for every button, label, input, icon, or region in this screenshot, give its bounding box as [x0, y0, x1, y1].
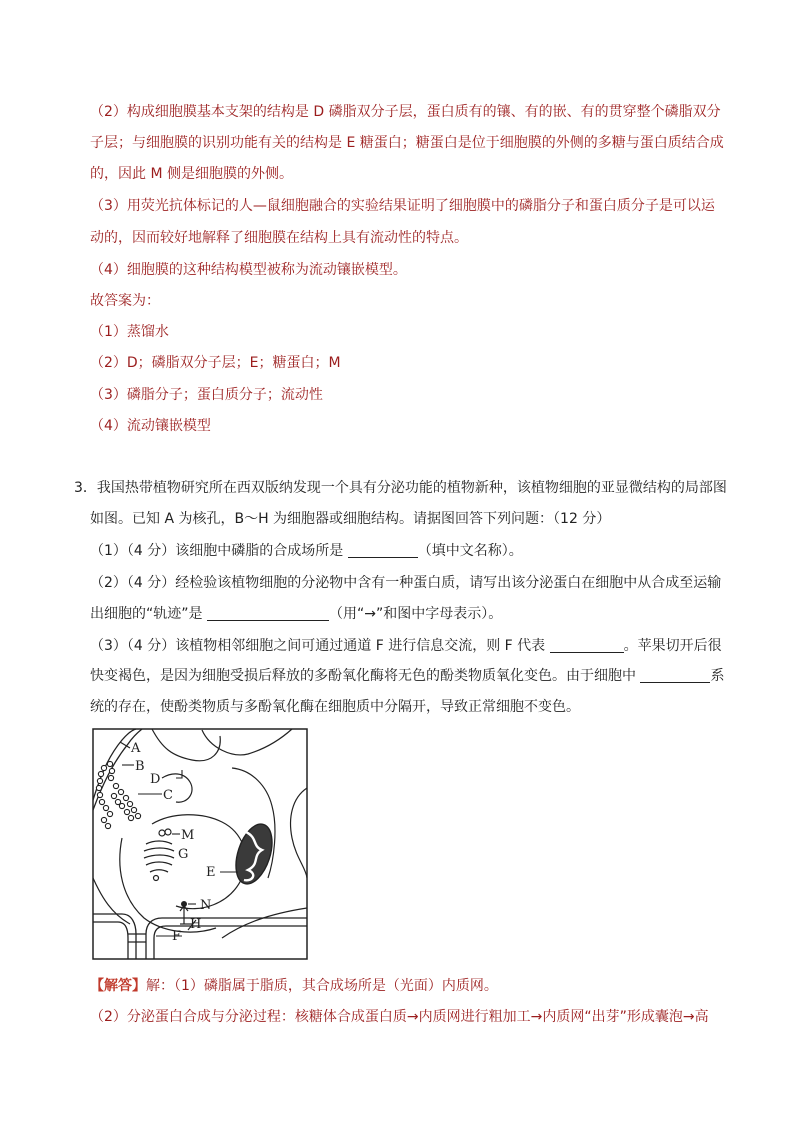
solution-line-1	[90, 976, 498, 996]
final-answer-1: （1）蒸馏水	[90, 324, 169, 340]
sub-3-text-b: 。苹果切开后很	[623, 638, 722, 654]
sub-3-text-d: 系	[710, 668, 725, 684]
question-3-sub-3-line-1	[90, 636, 722, 656]
label-c: C	[163, 788, 173, 803]
question-3-stem-line-1: 3．我国热带植物研究所在西双版纳发现一个具有分泌功能的植物新种，该植物细胞的亚显微结构的局部图	[74, 480, 727, 496]
answer-3-line-2: 动的，因而较好地解释了细胞膜在结构上具有流动性的特点。	[90, 230, 468, 246]
answer-3-line-1: （3）用荧光抗体标记的人—鼠细胞融合的实验结果证明了细胞膜中的磷脂分子和蛋白质分子是可以运	[90, 198, 715, 214]
solution-tag: 【解答】	[90, 978, 146, 994]
label-a: A	[131, 741, 141, 756]
answer-2-line-2: 子层；与细胞膜的识别功能有关的结构是 E 糖蛋白；糖蛋白是位于细胞膜的外侧的多糖与蛋白质结合成	[90, 135, 724, 151]
label-b: B	[135, 759, 145, 774]
sub-1-text-a: （1）（4 分）该细胞中磷脂的合成场所是	[90, 543, 348, 559]
question-3-sub-3-line-3: 统的存在，使酚类物质与多酚氧化酶在细胞质中分隔开，导致正常细胞不变色。	[90, 699, 580, 715]
final-answer-heading: 故答案为：	[90, 293, 160, 309]
label-m: M	[181, 828, 195, 843]
label-n: N	[200, 898, 212, 913]
answer-2-line-1: （2）构成细胞膜基本支架的结构是 D 磷脂双分子层，蛋白质有的镶、有的嵌、有的贯穿整个磷脂双分	[90, 104, 721, 120]
answer-blank-3[interactable]	[550, 638, 624, 653]
solution-line-2: （2）分泌蛋白合成与分泌过程：核糖体合成蛋白质→内质网进行粗加工→内质网“出芽”形成囊泡→高	[90, 1009, 709, 1025]
question-3-stem-line-2: 如图。已知 A 为核孔，B～H 为细胞器或细胞结构。请据图回答下列问题：（12 分）	[90, 511, 611, 527]
question-3-sub-2-line-1: （2）（4 分）经检验该植物细胞的分泌物中含有一种蛋白质，请写出该分泌蛋白在细胞中从合成至运输	[90, 575, 722, 591]
label-f: F	[172, 929, 182, 944]
final-answer-3: （3）磷脂分子；蛋白质分子；流动性	[90, 387, 323, 403]
answer-blank-1[interactable]	[348, 543, 418, 558]
label-d: D	[150, 772, 161, 787]
question-3-sub-3-line-2	[90, 666, 724, 686]
answer-2-line-3: 的，因此 M 侧是细胞膜的外侧。	[90, 166, 293, 182]
cell-structure-diagram	[92, 728, 308, 960]
sub-1-text-b: （填中文名称）。	[417, 543, 523, 559]
sub-2-text-b: （用“→”和图中字母表示）。	[328, 606, 503, 622]
answer-4-line: （4）细胞膜的这种结构模型被称为流动镶嵌模型。	[90, 262, 407, 278]
sub-3-text-a: （3）（4 分）该植物相邻细胞之间可通过通道 F 进行信息交流，则 F 代表	[90, 638, 550, 654]
answer-blank-2[interactable]	[207, 606, 329, 621]
answer-blank-4[interactable]	[640, 668, 710, 683]
sub-3-text-c: 快变褐色，是因为细胞受损后释放的多酚氧化酶将无色的酚类物质氧化变色。由于细胞中	[90, 668, 641, 684]
sub-2-text-a: 出细胞的“轨迹”是	[90, 606, 207, 622]
label-h: H	[190, 917, 202, 932]
label-g: G	[178, 847, 189, 862]
question-3-sub-2-line-2	[90, 604, 502, 624]
label-e: E	[206, 865, 216, 880]
solution-line-1-text: 解：（1）磷脂属于脂质，其合成场所是（光面）内质网。	[146, 978, 498, 994]
final-answer-2: （2）D；磷脂双分子层；E；糖蛋白；M	[90, 355, 341, 371]
question-3-sub-1	[90, 541, 523, 561]
final-answer-4: （4）流动镶嵌模型	[90, 418, 211, 434]
